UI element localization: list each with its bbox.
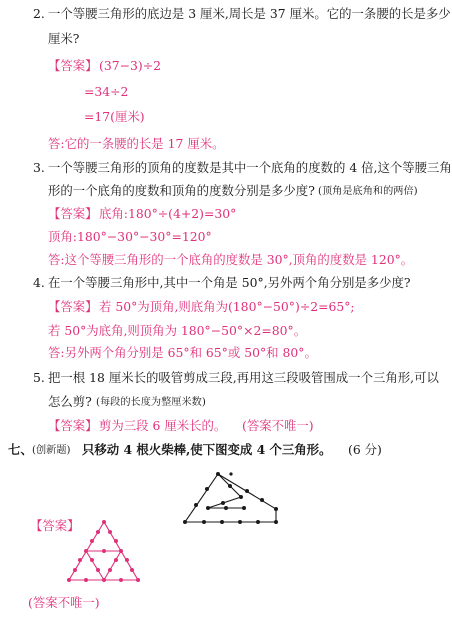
q3-answer-tag: 【答案】 bbox=[48, 206, 98, 221]
q4-number: 4. bbox=[33, 275, 45, 290]
section7-answer-tag: 【答案】 bbox=[30, 518, 80, 533]
q5-text-line2: 怎么剪? bbox=[48, 394, 92, 409]
section7-answer-note: (答案不唯一) bbox=[28, 595, 100, 610]
section7-tag: (创新题) bbox=[32, 445, 71, 456]
q4-answer-line3: 答:另外两个角分别是 65°和 65°或 50°和 80°。 bbox=[48, 345, 317, 360]
q4-text-line1: 在一个等腰三角形中,其中一个角是 50°,另外两个角分别是多少度? bbox=[48, 275, 411, 290]
q3-answer-line2: 顶角:180°−30°−30°=120° bbox=[48, 229, 212, 244]
q5-answer-note: (答案不唯一) bbox=[242, 418, 314, 433]
q2-text-line2: 厘米? bbox=[48, 31, 80, 46]
q2-answer-tag: 【答案】 bbox=[48, 58, 98, 73]
answer-inner-left bbox=[86, 551, 104, 580]
section7-score: (6 分) bbox=[348, 442, 382, 457]
q5-text-line1: 把一根 18 厘米长的吸管剪成三段,再用这三段吸管围成一个三角形,可以 bbox=[48, 370, 439, 385]
q3-number: 3. bbox=[33, 160, 45, 175]
q3-text-line2: 形的一个底角的度数和顶角的度数分别是多少度? bbox=[48, 183, 315, 198]
answer-inner-right bbox=[104, 551, 121, 580]
q2-step3: =17(厘米) bbox=[84, 109, 145, 124]
q5-hint: (每段的长度为整厘米数) bbox=[96, 397, 206, 408]
q4-answer-tag: 【答案】 bbox=[48, 299, 98, 314]
q2-number: 2. bbox=[33, 6, 45, 21]
section7-number: 七、 bbox=[8, 442, 33, 457]
q5-answer-tag: 【答案】 bbox=[48, 418, 98, 433]
q2-step2: =34÷2 bbox=[84, 84, 129, 99]
answer-matchstick-heads bbox=[67, 520, 140, 582]
q3-hint: (顶角是底角和的两倍) bbox=[318, 186, 418, 197]
q5-number: 5. bbox=[33, 370, 45, 385]
q3-answer-line1: 底角:180°÷(4+2)=30° bbox=[99, 206, 237, 221]
section7-instruction: 只移动 4 根火柴棒,使下图变成 4 个三角形。 bbox=[82, 442, 332, 457]
q3-answer-line3: 答:这个等腰三角形的一个底角的度数是 30°,顶角的度数是 120°。 bbox=[48, 252, 414, 267]
q4-answer-line2: 若 50°为底角,则顶角为 180°−50°×2=80°。 bbox=[48, 323, 307, 338]
q2-step1: (37−3)÷2 bbox=[99, 58, 161, 73]
q2-text-line1: 一个等腰三角形的底边是 3 厘米,周长是 37 厘米。它的一条腰的长是多少 bbox=[48, 6, 451, 21]
q2-final-answer: 答:它的一条腰的长是 17 厘米。 bbox=[48, 136, 225, 151]
q4-answer-line1: 若 50°为顶角,则底角为(180°−50°)÷2=65°; bbox=[99, 299, 355, 314]
q5-answer-text: 剪为三段 6 厘米长的。 bbox=[99, 418, 227, 433]
q3-text-line1: 一个等腰三角形的顶角的度数是其中一个底角的度数的 4 倍,这个等腰三角 bbox=[48, 160, 452, 175]
